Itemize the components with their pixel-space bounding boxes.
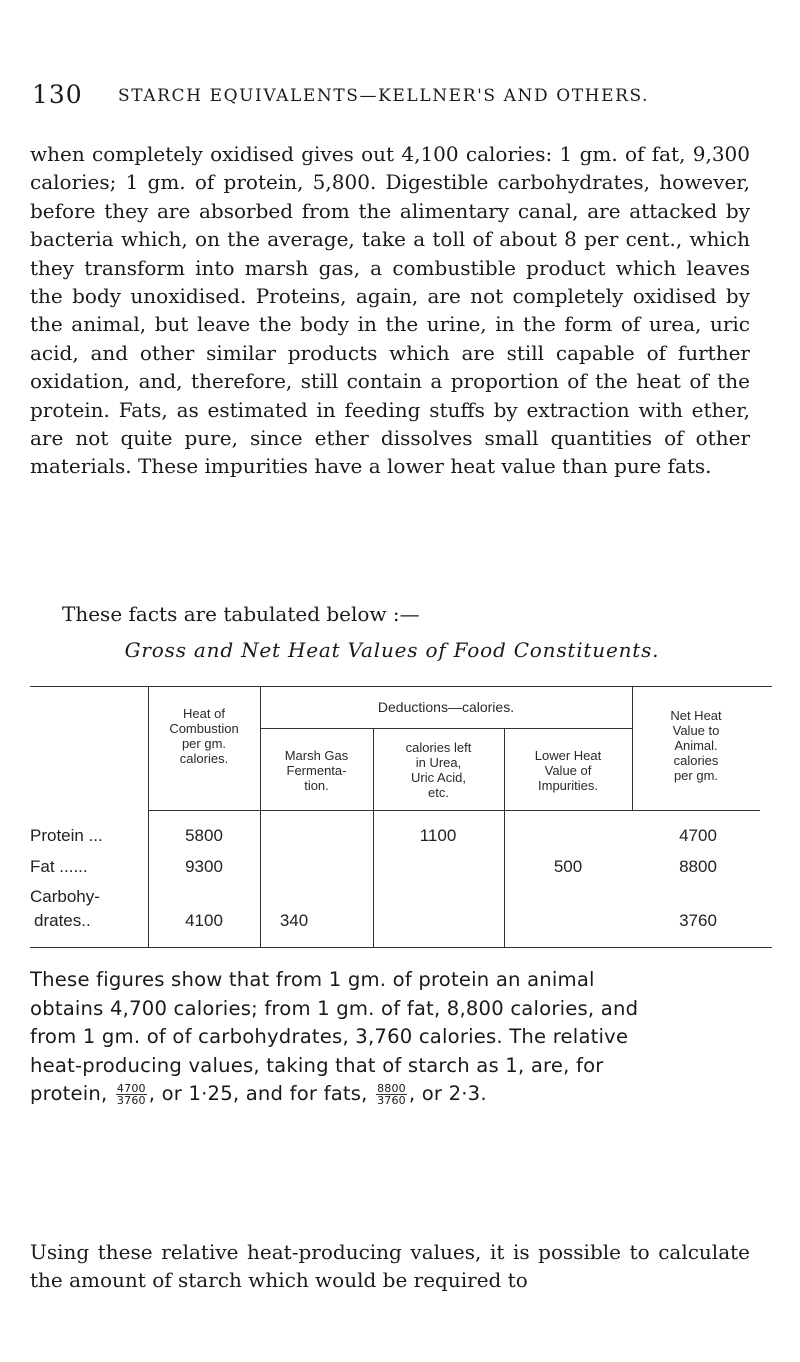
header-urea-line-1: calories left [405, 740, 472, 755]
cell-fat-lower-heat: 500 [553, 857, 583, 876]
header-marsh-gas-line-3: tion. [304, 778, 329, 793]
cell-protein-combustion: 5800 [185, 826, 223, 845]
header-net-heat-line-4: calories [673, 753, 719, 768]
row-label-carbohydrates-line-1: Carbohy- [30, 887, 100, 906]
header-urea-line-4: etc. [428, 785, 449, 800]
row-label-fat: Fat ...... [30, 857, 88, 876]
row-label-protein: Protein ... [30, 826, 103, 845]
paragraph-2-line-5-end: , or 2·3. [408, 1082, 487, 1106]
header-urea-line-3: Uric Acid, [411, 770, 466, 785]
table-bottom-rule [30, 947, 772, 948]
fraction-protein [116, 1083, 147, 1106]
header-net-heat [632, 708, 760, 783]
header-lower-heat-line-3: Impurities. [538, 778, 598, 793]
cell-protein-urea: 1100 [419, 826, 457, 845]
paragraph-2-line-3: from 1 gm. of of carbohydrates, 3,760 calories. The relative [30, 1025, 629, 1049]
column-rule-2 [260, 686, 261, 947]
header-lower-heat [504, 748, 632, 793]
cell-carbohydrates-combustion: 4100 [185, 911, 223, 930]
header-marsh-gas-line-1: Marsh Gas [284, 748, 349, 763]
paragraph-2-line-5-middle: , or 1·25, and for fats, [148, 1082, 368, 1106]
cell-protein-net: 4700 [679, 826, 717, 845]
table-intro-line: These facts are tabulated below :— [62, 602, 420, 626]
paragraph-2-line-5-start: protein, [30, 1082, 108, 1106]
cell-fat-combustion: 9300 [185, 857, 223, 876]
header-combustion-line-1: Heat of [183, 706, 225, 721]
deductions-rule [260, 728, 632, 729]
header-deductions: Deductions—calories. [377, 699, 515, 715]
paragraph-2 [30, 966, 750, 1109]
fraction-fats [376, 1083, 407, 1106]
fraction-fats-numerator: 8800 [377, 1082, 406, 1096]
running-head [32, 80, 772, 114]
running-title: STARCH EQUIVALENTS—KELLNER'S AND OTHERS. [118, 86, 650, 106]
header-combustion-line-3: per gm. [181, 736, 227, 751]
header-combustion [148, 706, 260, 766]
paragraph-3: Using these relative heat-producing values, it is possible to calculate the amount of starch which would be required to [30, 1240, 750, 1292]
row-label-carbohydrates-line-2: drates.. [34, 911, 91, 930]
header-bottom-rule [148, 810, 760, 811]
fraction-fats-denominator: 3760 [377, 1094, 406, 1108]
cell-carbohydrates-marsh-gas: 340 [279, 911, 309, 930]
header-lower-heat-line-2: Value of [544, 763, 592, 778]
table-title: Gross and Net Heat Values of Food Constituents. [124, 638, 660, 662]
header-urea-line-2: in Urea, [415, 755, 462, 770]
paragraph-2-line-2: obtains 4,700 calories; from 1 gm. of fat, 8,800 calories, and [30, 996, 639, 1020]
paragraph-2-line-1: These figures show that from 1 gm. of protein an animal [30, 968, 595, 991]
header-net-heat-line-5: per gm. [673, 768, 719, 783]
header-net-heat-line-2: Value to [672, 723, 720, 738]
paragraph-2-line-4: heat-producing values, taking that of starch as 1, are, for [30, 1053, 604, 1077]
header-marsh-gas-line-2: Fermenta- [286, 763, 347, 778]
cell-carbohydrates-net: 3760 [679, 911, 717, 930]
fraction-protein-numerator: 4700 [116, 1082, 146, 1096]
header-urea [373, 740, 504, 800]
header-combustion-line-2: Combustion [169, 721, 239, 736]
header-net-heat-line-1: Net Heat [670, 708, 722, 723]
cell-fat-net: 8800 [679, 857, 717, 876]
header-net-heat-line-3: Animal. [674, 738, 718, 753]
page-number: 130 [32, 80, 83, 109]
table-top-rule [30, 686, 772, 687]
paragraph-1: when completely oxidised gives out 4,100 calories: 1 gm. of fat, 9,300 calories; 1 gm. of protein, 5,800. Digestible carbohydrates, however, before they are absorbed from the alimentary canal, are attacked by bacteria which, on the average, take a toll of about 8 per cent., which they transform into marsh gas, a combustible product which leaves the body unoxidised. Proteins, again, are not completely oxidised by the animal, but leave the body in the urine, in the form of urea, uric acid, and other similar products which are still capable of further oxidation, and, therefore, still contain a proportion of the heat of the protein. Fats, as estimated in feeding stuffs by extraction with ether, are not quite pure, since ether dissolves small quantities of other materials. These impurities have a lower heat value than pure fats. [30, 142, 750, 479]
paragraph-2-line-5 [30, 1080, 750, 1109]
header-marsh-gas [260, 748, 373, 793]
header-combustion-line-4: calories. [179, 751, 229, 766]
header-lower-heat-line-1: Lower Heat [534, 748, 602, 763]
heat-values-table [30, 686, 772, 948]
fraction-protein-denominator: 3760 [116, 1094, 146, 1108]
